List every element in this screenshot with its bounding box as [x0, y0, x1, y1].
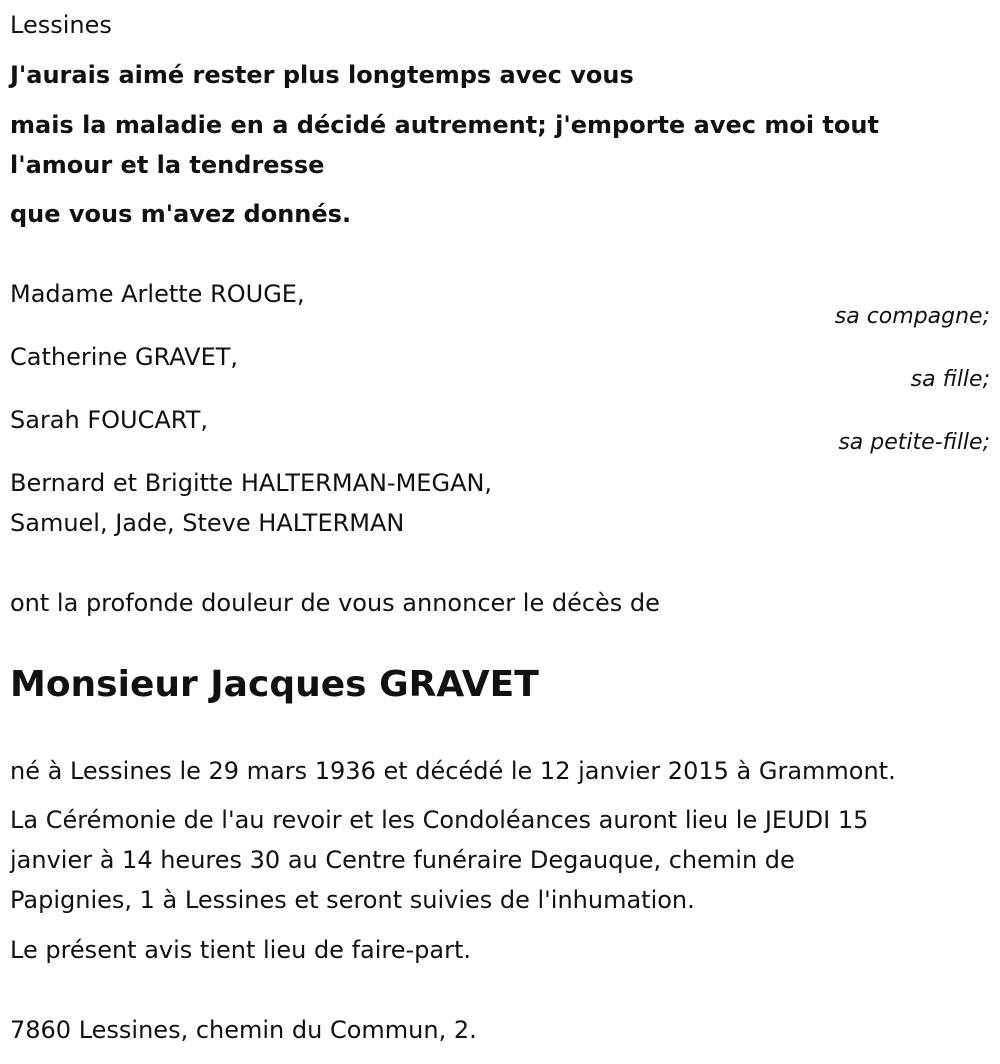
- family-name-2: Catherine GRAVET,: [10, 343, 239, 371]
- family-name-1: Madame Arlette ROUGE,: [10, 280, 305, 308]
- ceremony-line-1: La Cérémonie de l'au revoir et les Condoléances auront lieu le JEUDI 15: [10, 806, 869, 834]
- poem-line-1: J'aurais aimé rester plus longtemps avec vous: [10, 61, 634, 89]
- deceased-name: Monsieur Jacques GRAVET: [10, 664, 539, 705]
- address: 7860 Lessines, chemin du Commun, 2.: [10, 1016, 477, 1044]
- family-relation-3: sa petite-fille;: [838, 430, 990, 455]
- announcement: ont la profonde douleur de vous annoncer le décès de: [10, 589, 660, 617]
- location: Lessines: [10, 11, 112, 39]
- poem-line-2b: l'amour et la tendresse: [10, 151, 325, 179]
- family-name-3: Sarah FOUCART,: [10, 406, 209, 434]
- family-relation-1: sa compagne;: [834, 304, 990, 329]
- ceremony-line-2: janvier à 14 heures 30 au Centre funéraire Degauque, chemin de: [10, 846, 795, 874]
- birth-death-details: né à Lessines le 29 mars 1936 et décédé le 12 janvier 2015 à Grammont.: [10, 757, 896, 785]
- notice-text: Le présent avis tient lieu de faire-part.: [10, 936, 472, 964]
- poem-line-2a: mais la maladie en a décidé autrement; j'emporte avec moi tout: [10, 111, 879, 139]
- poem-line-3: que vous m'avez donnés.: [10, 200, 352, 228]
- ceremony-line-3: Papignies, 1 à Lessines et seront suivies de l'inhumation.: [10, 886, 695, 914]
- family-name-4: Bernard et Brigitte HALTERMAN-MEGAN,: [10, 469, 493, 497]
- family-relation-2: sa fille;: [910, 367, 990, 392]
- family-name-5: Samuel, Jade, Steve HALTERMAN: [10, 509, 405, 537]
